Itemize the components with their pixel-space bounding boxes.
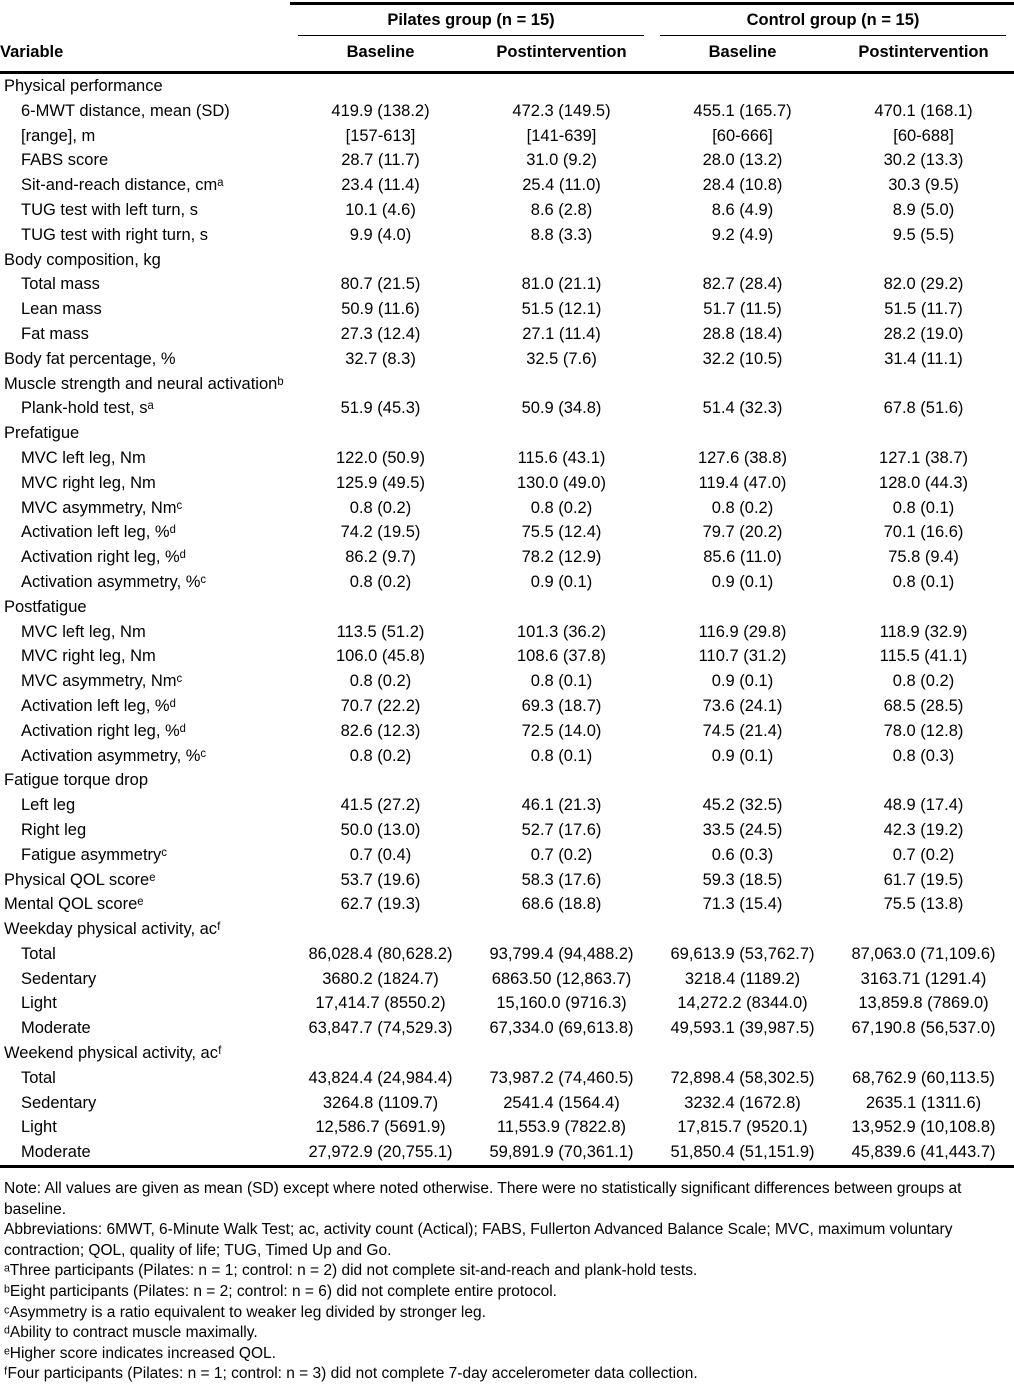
- value-cell: 3163.71 (1291.4): [860, 969, 987, 988]
- value-cell: 78.0 (12.8): [883, 721, 964, 740]
- value-cell: 67.8 (51.6): [883, 399, 964, 418]
- value-cell: [833, 1041, 1014, 1066]
- row-label: Activation left leg, %ᵈ: [21, 696, 176, 715]
- value-cell: 67,334.0 (69,613.8): [489, 1019, 634, 1038]
- value-cell: [833, 595, 1014, 620]
- row-label: MVC right leg, Nm: [21, 473, 156, 492]
- value-cell: 33.5 (24.5): [702, 820, 783, 839]
- data-row: [0, 620, 1014, 645]
- table-notes: [0, 1168, 1014, 1385]
- value-cell: [290, 372, 471, 397]
- footnote-a: ᵃThree participants (Pilates: n = 1; control: n = 2) did not complete sit-and-reach and plank-hold tests.: [4, 1262, 698, 1280]
- row-label: Activation asymmetry, %ᶜ: [21, 572, 207, 591]
- value-cell: 0.8 (0.2): [349, 672, 412, 691]
- value-cell: 8.9 (5.0): [892, 200, 955, 219]
- data-row: [0, 991, 1014, 1016]
- value-cell: 3680.2 (1824.7): [322, 969, 439, 988]
- row-label: Light: [21, 994, 57, 1013]
- value-cell: 119.4 (47.0): [698, 473, 787, 492]
- value-cell: 113.5 (51.2): [336, 622, 425, 641]
- value-cell: 11,553.9 (7822.8): [496, 1118, 627, 1137]
- value-cell: [290, 421, 471, 446]
- value-cell: 72.5 (14.0): [521, 721, 602, 740]
- value-cell: 12,586.7 (5691.9): [315, 1118, 446, 1137]
- row-label: MVC asymmetry, Nmᶜ: [21, 498, 183, 517]
- value-cell: 14,272.2 (8344.0): [677, 994, 808, 1013]
- value-cell: 31.4 (11.1): [884, 349, 963, 368]
- data-row: [0, 744, 1014, 769]
- data-row: [0, 396, 1014, 421]
- value-cell: [652, 248, 833, 273]
- row-label: Physical performance: [4, 77, 163, 95]
- value-cell: [833, 73, 1014, 99]
- data-row: [0, 148, 1014, 173]
- row-label: Sedentary: [21, 1093, 97, 1112]
- value-cell: 63,847.7 (74,529.3): [308, 1019, 453, 1038]
- value-cell: 110.7 (31.2): [698, 647, 787, 666]
- value-cell: 0.7 (0.2): [892, 845, 955, 864]
- column-header-row: [0, 36, 1014, 73]
- value-cell: 48.9 (17.4): [883, 796, 964, 815]
- group-header-pilates: [290, 4, 652, 37]
- value-cell: [833, 917, 1014, 942]
- value-cell: [290, 248, 471, 273]
- footnote-c: ᶜAsymmetry is a ratio equivalent to weaker leg divided by stronger leg.: [4, 1303, 486, 1321]
- data-row: [0, 570, 1014, 595]
- value-cell: 10.1 (4.6): [345, 200, 416, 219]
- value-cell: 0.8 (0.2): [349, 498, 412, 517]
- value-cell: 51.4 (32.3): [702, 399, 783, 418]
- footnote-b: ᵇEight participants (Pilates: n = 2; control: n = 6) did not complete entire protocol.: [4, 1283, 557, 1301]
- row-label: Total: [21, 1068, 56, 1087]
- value-cell: 82.7 (28.4): [702, 275, 783, 294]
- row-label: [range], m: [21, 126, 96, 145]
- value-cell: 0.8 (0.1): [892, 498, 955, 517]
- value-cell: 31.0 (9.2): [526, 151, 597, 170]
- value-cell: 59,891.9 (70,361.1): [489, 1143, 634, 1162]
- value-cell: 51.5 (11.7): [884, 300, 963, 319]
- row-label: Prefatigue: [4, 424, 80, 443]
- value-cell: 0.9 (0.1): [711, 746, 774, 765]
- value-cell: 69.3 (18.7): [521, 696, 602, 715]
- value-cell: [833, 421, 1014, 446]
- footnote-e: ᵉHigher score indicates increased QOL.: [4, 1344, 276, 1362]
- data-row: [0, 942, 1014, 967]
- data-row: [0, 1140, 1014, 1166]
- value-cell: 3218.4 (1189.2): [684, 969, 801, 988]
- value-cell: 23.4 (11.4): [341, 176, 420, 195]
- data-row: [0, 173, 1014, 198]
- value-cell: 0.9 (0.1): [711, 672, 774, 691]
- value-cell: [60-688]: [893, 126, 954, 145]
- value-cell: 0.8 (0.3): [892, 746, 955, 765]
- data-row: [0, 719, 1014, 744]
- value-cell: 80.7 (21.5): [340, 275, 421, 294]
- value-cell: 9.5 (5.5): [892, 225, 955, 244]
- value-cell: 108.6 (37.8): [517, 647, 606, 666]
- value-cell: 28.2 (19.0): [883, 324, 964, 343]
- value-cell: 0.7 (0.4): [349, 845, 412, 864]
- value-cell: 116.9 (29.8): [698, 622, 787, 641]
- data-row: [0, 322, 1014, 347]
- value-cell: [652, 1041, 833, 1066]
- value-cell: 0.7 (0.2): [530, 845, 593, 864]
- value-cell: 43,824.4 (24,984.4): [308, 1068, 453, 1087]
- value-cell: 17,414.7 (8550.2): [315, 994, 446, 1013]
- value-cell: 470.1 (168.1): [874, 101, 973, 120]
- data-row: [0, 446, 1014, 471]
- value-cell: 70.7 (22.2): [340, 696, 421, 715]
- row-label: MVC asymmetry, Nmᶜ: [21, 672, 183, 691]
- value-cell: 32.5 (7.6): [526, 349, 597, 368]
- value-cell: 0.8 (0.2): [530, 498, 593, 517]
- row-label: Body fat percentage, %: [4, 349, 176, 368]
- row-label: MVC left leg, Nm: [21, 622, 146, 641]
- value-cell: 0.8 (0.1): [892, 572, 955, 591]
- row-label: Fatigue torque drop: [4, 771, 149, 790]
- value-cell: 17,815.7 (9520.1): [677, 1118, 808, 1137]
- value-cell: 49,593.1 (39,987.5): [670, 1019, 815, 1038]
- value-cell: 81.0 (21.1): [521, 275, 602, 294]
- data-row: [0, 297, 1014, 322]
- column-header-postintervention-pilates: Postintervention: [471, 36, 652, 73]
- data-row: [0, 99, 1014, 124]
- value-cell: 68,762.9 (60,113.5): [852, 1068, 995, 1087]
- value-cell: 130.0 (49.0): [517, 473, 606, 492]
- group-label-control: Control group (n = 15): [660, 8, 1006, 36]
- value-cell: 52.7 (17.6): [521, 820, 602, 839]
- data-row: [0, 1066, 1014, 1091]
- value-cell: 115.5 (41.1): [879, 647, 968, 666]
- value-cell: [471, 73, 652, 99]
- value-cell: 59.3 (18.5): [702, 870, 783, 889]
- section-row: [0, 421, 1014, 446]
- value-cell: 2541.4 (1564.4): [503, 1093, 620, 1112]
- row-label: Fat mass: [21, 324, 89, 343]
- value-cell: [60-666]: [712, 126, 773, 145]
- value-cell: 2635.1 (1311.6): [865, 1093, 982, 1112]
- row-label: Plank-hold test, sᵃ: [21, 399, 154, 418]
- value-cell: [141-639]: [526, 126, 597, 145]
- value-cell: 8.6 (2.8): [530, 200, 593, 219]
- section-row: [0, 248, 1014, 273]
- data-row: [0, 1091, 1014, 1116]
- value-cell: 93,799.4 (94,488.2): [489, 944, 634, 963]
- group-header-control: [652, 4, 1014, 37]
- row-label: Fatigue asymmetryᶜ: [21, 845, 168, 864]
- section-row: [0, 595, 1014, 620]
- row-label: Light: [21, 1118, 57, 1137]
- value-cell: 32.2 (10.5): [702, 349, 783, 368]
- value-cell: 86.2 (9.7): [345, 548, 416, 567]
- value-cell: [652, 595, 833, 620]
- value-cell: 42.3 (19.2): [883, 820, 964, 839]
- data-row: [0, 967, 1014, 992]
- row-label: Lean mass: [21, 300, 102, 319]
- value-cell: 8.8 (3.3): [530, 225, 593, 244]
- value-cell: 68.5 (28.5): [883, 696, 964, 715]
- value-cell: [157-613]: [345, 126, 416, 145]
- value-cell: 0.8 (0.2): [349, 572, 412, 591]
- value-cell: 127.6 (38.8): [698, 448, 787, 467]
- value-cell: 58.3 (17.6): [521, 870, 602, 889]
- value-cell: 87,063.0 (71,109.6): [851, 944, 996, 963]
- value-cell: [471, 248, 652, 273]
- value-cell: 419.9 (138.2): [331, 101, 430, 120]
- row-label: Muscle strength and neural activationᵇ: [4, 374, 284, 393]
- row-label: Mental QOL scoreᵉ: [4, 895, 144, 914]
- data-row: [0, 843, 1014, 868]
- value-cell: 127.1 (38.7): [879, 448, 968, 467]
- data-row: [0, 644, 1014, 669]
- value-cell: 0.8 (0.2): [349, 746, 412, 765]
- value-cell: 3232.4 (1672.8): [684, 1093, 801, 1112]
- value-cell: [652, 73, 833, 99]
- column-header-variable: Variable: [0, 36, 290, 73]
- value-cell: 27.1 (11.4): [522, 324, 601, 343]
- value-cell: 106.0 (45.8): [336, 647, 425, 666]
- value-cell: [290, 73, 471, 99]
- value-cell: 41.5 (27.2): [340, 796, 421, 815]
- row-label: Activation right leg, %ᵈ: [21, 721, 186, 740]
- value-cell: 0.8 (0.2): [892, 672, 955, 691]
- value-cell: 69,613.9 (53,762.7): [670, 944, 815, 963]
- value-cell: 101.3 (36.2): [517, 622, 606, 641]
- value-cell: 32.7 (8.3): [345, 349, 416, 368]
- value-cell: [471, 595, 652, 620]
- value-cell: 472.3 (149.5): [512, 101, 611, 120]
- value-cell: 45.2 (32.5): [702, 796, 783, 815]
- value-cell: 51,850.4 (51,151.9): [670, 1143, 815, 1162]
- value-cell: 9.9 (4.0): [349, 225, 412, 244]
- group-label-pilates: Pilates group (n = 15): [298, 8, 644, 36]
- data-row: [0, 223, 1014, 248]
- value-cell: 27.3 (12.4): [340, 324, 421, 343]
- row-label: Activation left leg, %ᵈ: [21, 523, 176, 542]
- row-label: FABS score: [21, 151, 109, 170]
- value-cell: [471, 917, 652, 942]
- value-cell: 50.9 (11.6): [341, 300, 420, 319]
- row-label: TUG test with left turn, s: [21, 200, 198, 219]
- row-label: TUG test with right turn, s: [21, 225, 209, 244]
- note-general: Note: All values are given as mean (SD) except where noted otherwise. There were no statistically significant differences between groups at baseline.: [4, 1180, 962, 1218]
- value-cell: 62.7 (19.3): [340, 895, 421, 914]
- group-header-row: [0, 4, 1014, 37]
- row-label: Sit-and-reach distance, cmᵃ: [21, 176, 224, 195]
- row-label: MVC right leg, Nm: [21, 647, 156, 666]
- value-cell: 30.2 (13.3): [883, 151, 964, 170]
- value-cell: 73,987.2 (74,460.5): [489, 1068, 634, 1087]
- table-body: [0, 73, 1014, 1167]
- value-cell: [833, 248, 1014, 273]
- row-label: Sedentary: [21, 969, 97, 988]
- value-cell: 28.4 (10.8): [702, 176, 783, 195]
- value-cell: 0.9 (0.1): [530, 572, 593, 591]
- data-row: [0, 124, 1014, 149]
- row-label: Activation right leg, %ᵈ: [21, 548, 186, 567]
- data-row: [0, 471, 1014, 496]
- value-cell: 70.1 (16.6): [883, 523, 964, 542]
- section-row: [0, 372, 1014, 397]
- row-label: Right leg: [21, 820, 87, 839]
- value-cell: [833, 372, 1014, 397]
- value-cell: 13,952.9 (10,108.8): [851, 1118, 996, 1137]
- value-cell: 6863.50 (12,863.7): [491, 969, 632, 988]
- note-abbreviations: Abbreviations: 6MWT, 6-Minute Walk Test; ac, activity count (Actical); FABS, Fullerton Advanced Balance Scale; MVC, maximum voluntary contraction; QOL, quality of life; TUG, Timed Up and Go.: [4, 1221, 953, 1259]
- row-label: Body composition, kg: [4, 250, 161, 269]
- value-cell: [471, 768, 652, 793]
- row-label: Moderate: [21, 1019, 91, 1038]
- value-cell: 455.1 (165.7): [693, 101, 792, 120]
- value-cell: 68.6 (18.8): [521, 895, 602, 914]
- value-cell: 85.6 (11.0): [703, 548, 782, 567]
- value-cell: [290, 917, 471, 942]
- footnote-d: ᵈAbility to contract muscle maximally.: [4, 1324, 258, 1342]
- value-cell: 82.0 (29.2): [883, 275, 964, 294]
- data-row: [0, 545, 1014, 570]
- value-cell: 27,972.9 (20,755.1): [308, 1143, 453, 1162]
- value-cell: [652, 421, 833, 446]
- value-cell: 46.1 (21.3): [521, 796, 602, 815]
- data-row: [0, 496, 1014, 521]
- data-row: [0, 347, 1014, 372]
- value-cell: 9.2 (4.9): [711, 225, 774, 244]
- value-cell: [652, 917, 833, 942]
- value-cell: [471, 1041, 652, 1066]
- value-cell: 0.8 (0.2): [711, 498, 774, 517]
- value-cell: 15,160.0 (9716.3): [496, 994, 627, 1013]
- value-cell: 79.7 (20.2): [702, 523, 783, 542]
- value-cell: 118.9 (32.9): [879, 622, 968, 641]
- data-row: [0, 694, 1014, 719]
- data-row: [0, 1016, 1014, 1041]
- value-cell: 78.2 (12.9): [521, 548, 602, 567]
- value-cell: 0.8 (0.1): [530, 746, 593, 765]
- value-cell: 74.5 (21.4): [702, 721, 783, 740]
- value-cell: 61.7 (19.5): [883, 870, 964, 889]
- row-label: 6-MWT distance, mean (SD): [21, 101, 230, 120]
- data-row: [0, 818, 1014, 843]
- value-cell: 73.6 (24.1): [702, 696, 783, 715]
- section-row: [0, 917, 1014, 942]
- value-cell: 25.4 (11.0): [522, 176, 601, 195]
- data-row: [0, 793, 1014, 818]
- row-label: Physical QOL scoreᵉ: [4, 870, 156, 889]
- value-cell: 51.5 (12.1): [521, 300, 602, 319]
- value-cell: 75.5 (12.4): [521, 523, 602, 542]
- value-cell: 115.6 (43.1): [517, 448, 606, 467]
- value-cell: 3264.8 (1109.7): [322, 1093, 439, 1112]
- section-row: [0, 1041, 1014, 1066]
- value-cell: [652, 372, 833, 397]
- value-cell: 51.7 (11.5): [703, 300, 782, 319]
- value-cell: [290, 768, 471, 793]
- column-header-postintervention-control: Postintervention: [833, 36, 1014, 73]
- value-cell: [471, 421, 652, 446]
- value-cell: [833, 768, 1014, 793]
- value-cell: 82.6 (12.3): [340, 721, 421, 740]
- value-cell: 75.5 (13.8): [883, 895, 964, 914]
- data-row: [0, 272, 1014, 297]
- value-cell: 30.3 (9.5): [888, 176, 959, 195]
- data-row: [0, 198, 1014, 223]
- value-cell: 74.2 (19.5): [340, 523, 421, 542]
- value-cell: 45,839.6 (41,443.7): [851, 1143, 996, 1162]
- value-cell: 0.8 (0.1): [530, 672, 593, 691]
- section-row: [0, 73, 1014, 99]
- row-label: Left leg: [21, 796, 76, 815]
- value-cell: 125.9 (49.5): [336, 473, 425, 492]
- value-cell: 71.3 (15.4): [702, 895, 783, 914]
- value-cell: 13,859.8 (7869.0): [858, 994, 989, 1013]
- row-label: Weekday physical activity, acᶠ: [4, 920, 221, 939]
- footnote-f: ᶠFour participants (Pilates: n = 1; control: n = 3) did not complete 7-day accelerometer data collection.: [4, 1365, 698, 1383]
- row-label: Weekend physical activity, acᶠ: [4, 1044, 222, 1063]
- value-cell: 122.0 (50.9): [336, 448, 425, 467]
- value-cell: 128.0 (44.3): [879, 473, 968, 492]
- data-row: [0, 892, 1014, 917]
- row-label: Total mass: [21, 275, 100, 294]
- results-table: [0, 2, 1014, 1168]
- value-cell: 53.7 (19.6): [340, 870, 421, 889]
- data-row: [0, 1115, 1014, 1140]
- value-cell: 75.8 (9.4): [888, 548, 959, 567]
- value-cell: 8.6 (4.9): [711, 200, 774, 219]
- value-cell: [652, 768, 833, 793]
- row-label: Postfatigue: [4, 597, 87, 616]
- section-row: [0, 768, 1014, 793]
- row-label: Total: [21, 944, 56, 963]
- row-label: Activation asymmetry, %ᶜ: [21, 746, 207, 765]
- value-cell: 0.9 (0.1): [711, 572, 774, 591]
- value-cell: 67,190.8 (56,537.0): [851, 1019, 996, 1038]
- data-row: [0, 520, 1014, 545]
- data-row: [0, 868, 1014, 893]
- value-cell: 51.9 (45.3): [340, 399, 421, 418]
- data-row: [0, 669, 1014, 694]
- row-label: MVC left leg, Nm: [21, 448, 146, 467]
- value-cell: 72,898.4 (58,302.5): [670, 1068, 815, 1087]
- value-cell: 28.8 (18.4): [702, 324, 783, 343]
- value-cell: [471, 372, 652, 397]
- table-header: [0, 4, 1014, 73]
- value-cell: [290, 1041, 471, 1066]
- value-cell: 86,028.4 (80,628.2): [308, 944, 453, 963]
- value-cell: 0.6 (0.3): [711, 845, 774, 864]
- value-cell: 28.0 (13.2): [702, 151, 783, 170]
- column-header-baseline-control: Baseline: [652, 36, 833, 73]
- value-cell: 50.9 (34.8): [521, 399, 602, 418]
- value-cell: [290, 595, 471, 620]
- value-cell: 28.7 (11.7): [341, 151, 420, 170]
- value-cell: 50.0 (13.0): [340, 820, 421, 839]
- column-header-baseline-pilates: Baseline: [290, 36, 471, 73]
- row-label: Moderate: [21, 1143, 91, 1162]
- corner-cell: [0, 4, 290, 37]
